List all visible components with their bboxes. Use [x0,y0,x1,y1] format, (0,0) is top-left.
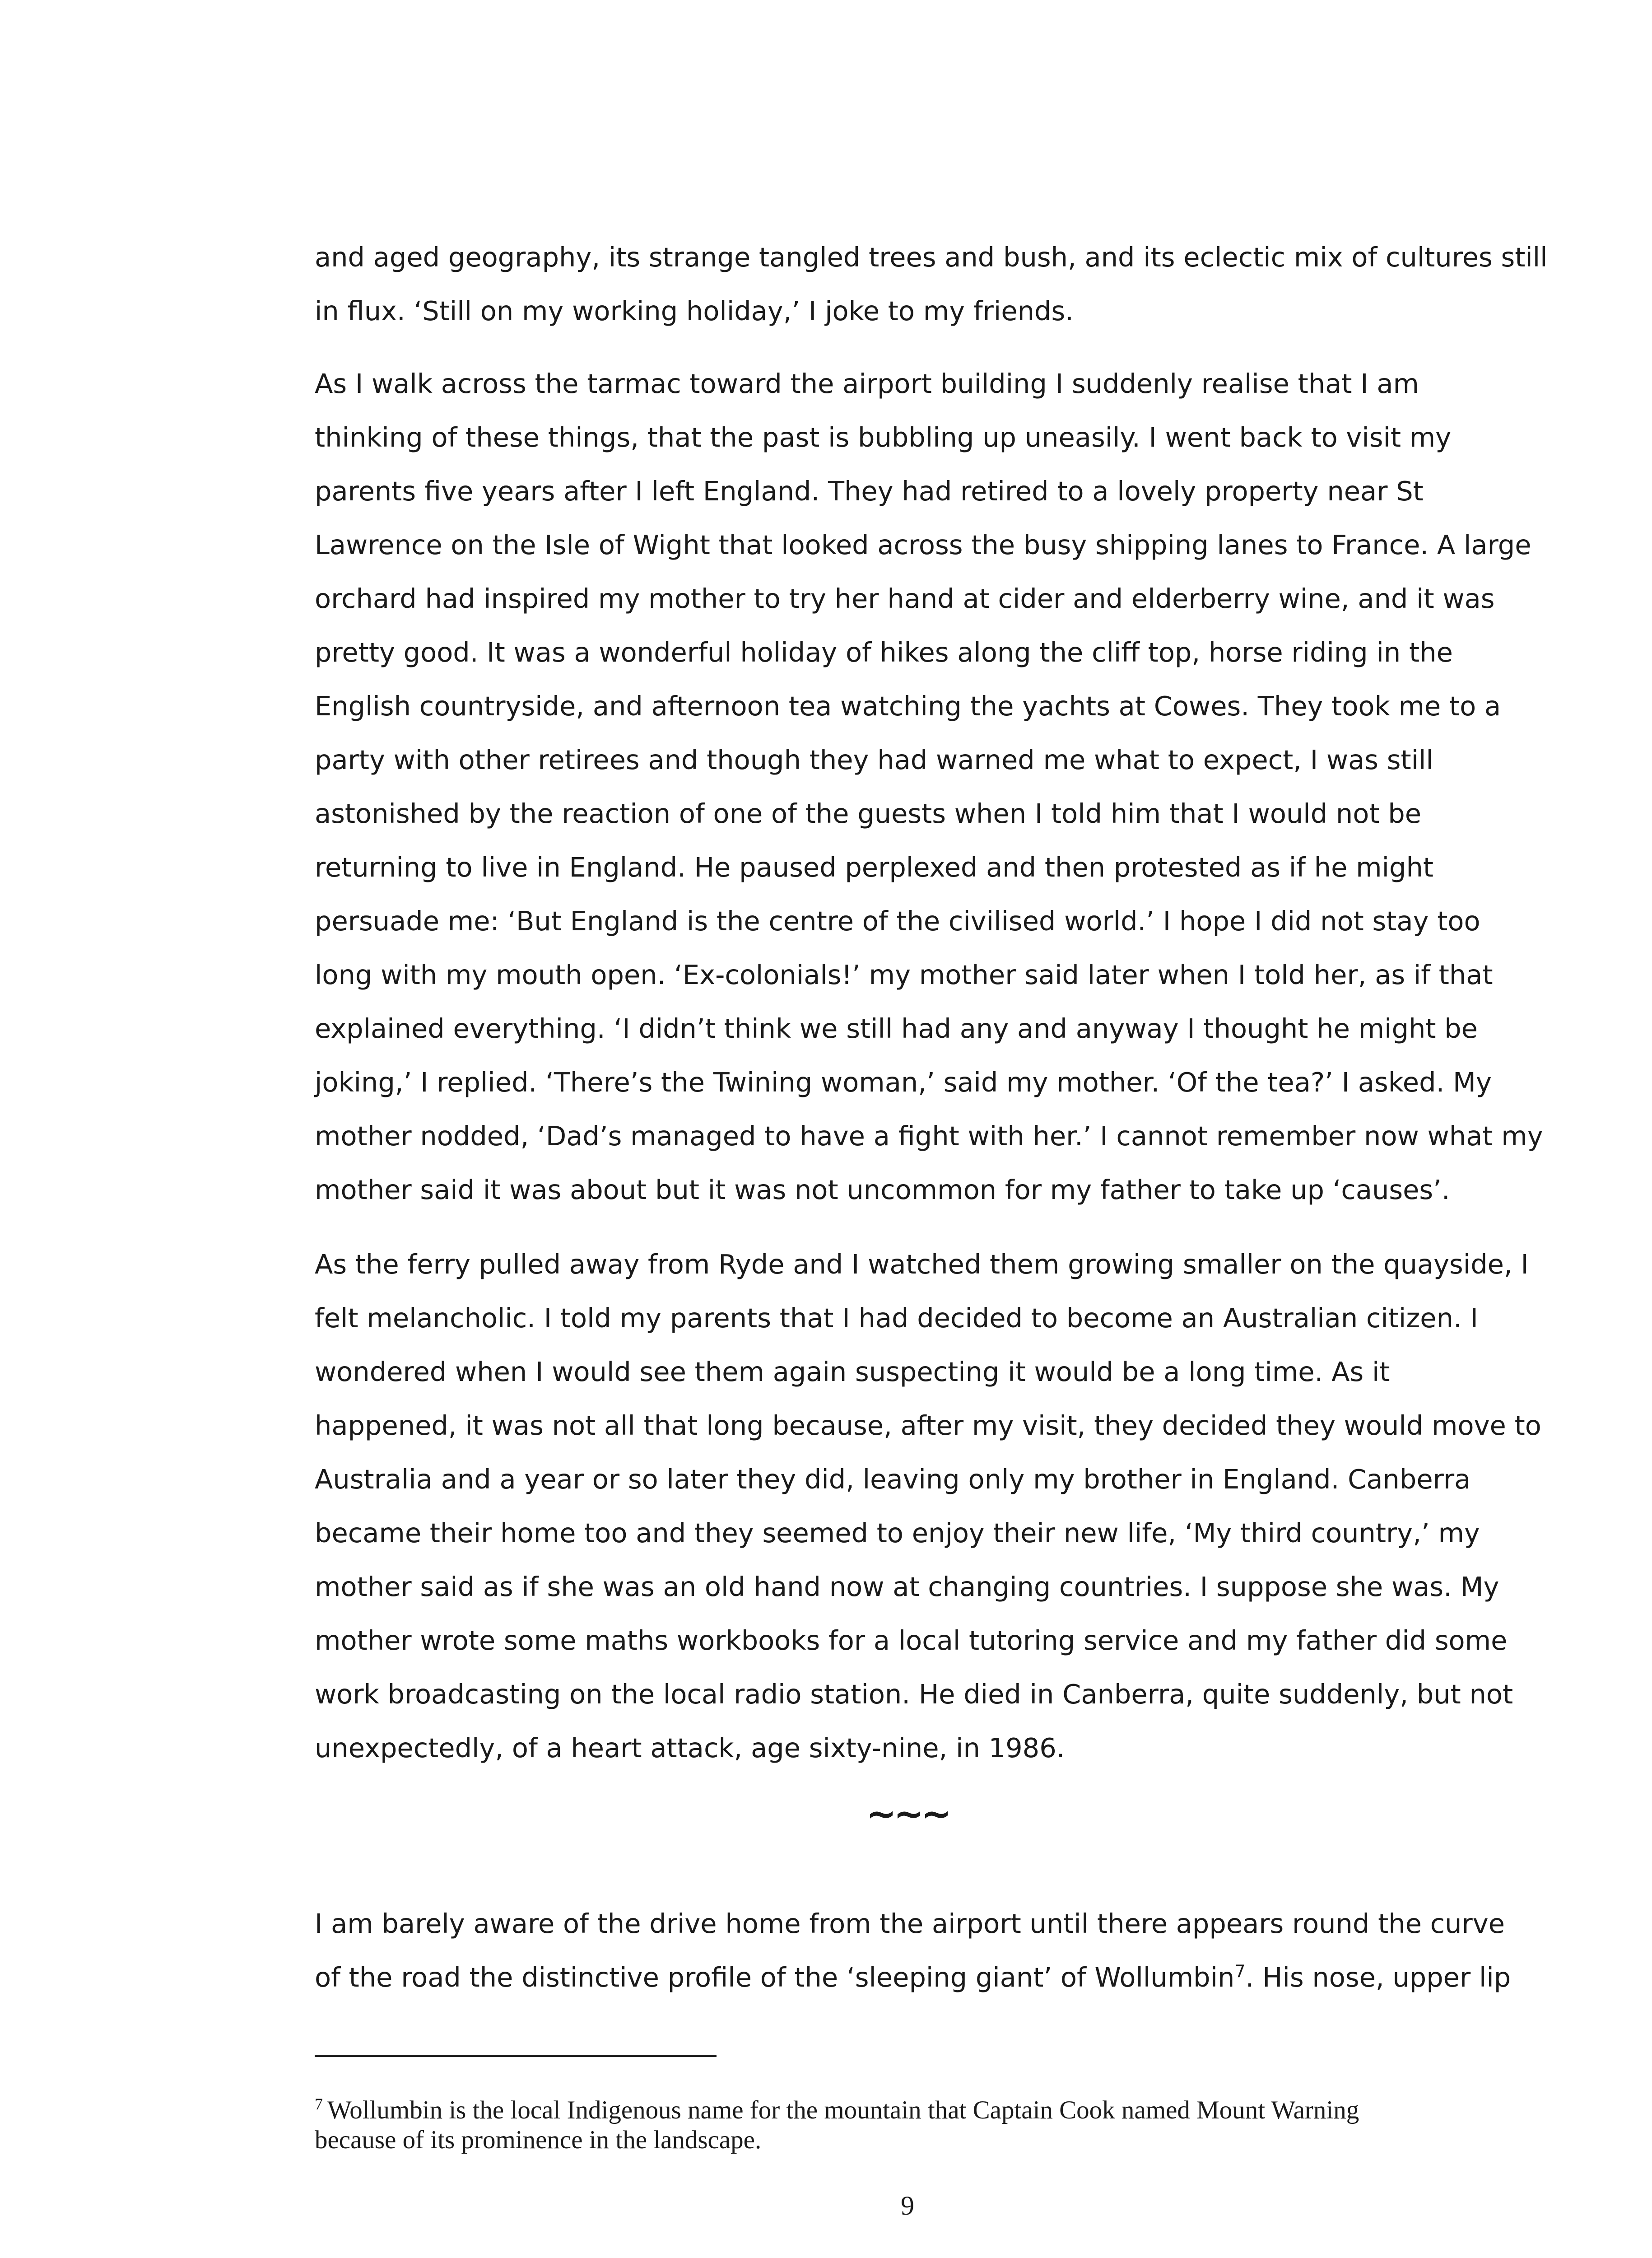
text-line: unexpectedly, of a heart attack, age sixty-nine, in 1986. [315,1732,1065,1763]
footnote-text: Wollumbin is the local Indigenous name for the mountain that Captain Cook named Mount Warning [327,2096,1359,2124]
paragraph-1 [315,230,1548,338]
paragraph-2 [315,357,1543,1217]
section-separator: ~~~ [866,1793,949,1835]
text-line: mother nodded, ‘Dad’s managed to have a fight with her.’ I cannot remember now what my [315,1120,1543,1152]
text-line: Lawrence on the Isle of Wight that looked across the busy shipping lanes to France. A large [315,529,1531,560]
text-line [315,1950,1511,2004]
text-line: happened, it was not all that long because, after my visit, they decided they would move to [315,1410,1541,1441]
text-line: returning to live in England. He paused perplexed and then protested as if he might [315,852,1433,883]
text-line: explained everything. ‘I didn’t think we still had any and anyway I thought he might be [315,1013,1478,1044]
text-line: long with my mouth open. ‘Ex-colonials!’ my mother said later when I told her, as if that [315,959,1493,990]
text-line: in flux. ‘Still on my working holiday,’ I joke to my friends. [315,295,1074,327]
text-segment: . His nose, upper lip [1245,1962,1511,1993]
text-line: and aged geography, its strange tangled trees and bush, and its eclectic mix of cultures still [315,242,1548,273]
footnote-divider [315,2055,717,2057]
paragraph-3 [315,1237,1541,1775]
text-line: astonished by the reaction of one of the guests when I told him that I would not be [315,798,1422,829]
text-line: I am barely aware of the drive home from the airport until there appears round the curve [315,1908,1505,1939]
text-line: parents five years after I left England. They had retired to a lovely property near St [315,476,1424,507]
text-line: party with other retirees and though they had warned me what to expect, I was still [315,744,1433,775]
text-line: mother said as if she was an old hand now at changing countries. I suppose she was. My [315,1571,1499,1602]
text-line: mother wrote some maths workbooks for a local tutoring service and my father did some [315,1625,1508,1656]
text-line: thinking of these things, that the past is bubbling up uneasily. I went back to visit my [315,422,1452,453]
text-line: wondered when I would see them again suspecting it would be a long time. As it [315,1356,1390,1387]
text-line: orchard had inspired my mother to try her hand at cider and elderberry wine, and it was [315,583,1495,614]
text-line: As the ferry pulled away from Ryde and I watched them growing smaller on the quayside, I [315,1249,1529,1280]
text-line: As I walk across the tarmac toward the airport building I suddenly realise that I am [315,368,1419,399]
text-line: became their home too and they seemed to enjoy their new life, ‘My third country,’ my [315,1517,1480,1549]
text-line: work broadcasting on the local radio station. He died in Canberra, quite suddenly, but not [315,1679,1513,1710]
footnote-marker: 7 [315,2095,323,2113]
text-line: mother said it was about but it was not uncommon for my father to take up ‘causes’. [315,1174,1450,1205]
footnote [315,2095,1534,2155]
text-line: pretty good. It was a wonderful holiday of hikes along the cliff top, horse riding in the [315,637,1453,668]
text-segment: of the road the distinctive profile of the ‘sleeping giant’ of Wollumbin [315,1962,1235,1993]
text-line: persuade me: ‘But England is the centre of the civilised world.’ I hope I did not stay too [315,905,1480,937]
text-line: English countryside, and afternoon tea watching the yachts at Cowes. They took me to a [315,690,1501,722]
footnote-line [315,2095,1534,2125]
page-number: 9 [901,2191,914,2221]
footnote-reference[interactable]: 7 [1234,1961,1246,1982]
footnote-line: because of its prominence in the landscape. [315,2126,762,2154]
text-line: joking,’ I replied. ‘There’s the Twining woman,’ said my mother. ‘Of the tea?’ I asked. My [315,1067,1492,1098]
text-line: Australia and a year or so later they did, leaving only my brother in England. Canberra [315,1464,1471,1495]
text-line: felt melancholic. I told my parents that I had decided to become an Australian citizen. I [315,1302,1478,1334]
paragraph-4 [315,1897,1511,2004]
